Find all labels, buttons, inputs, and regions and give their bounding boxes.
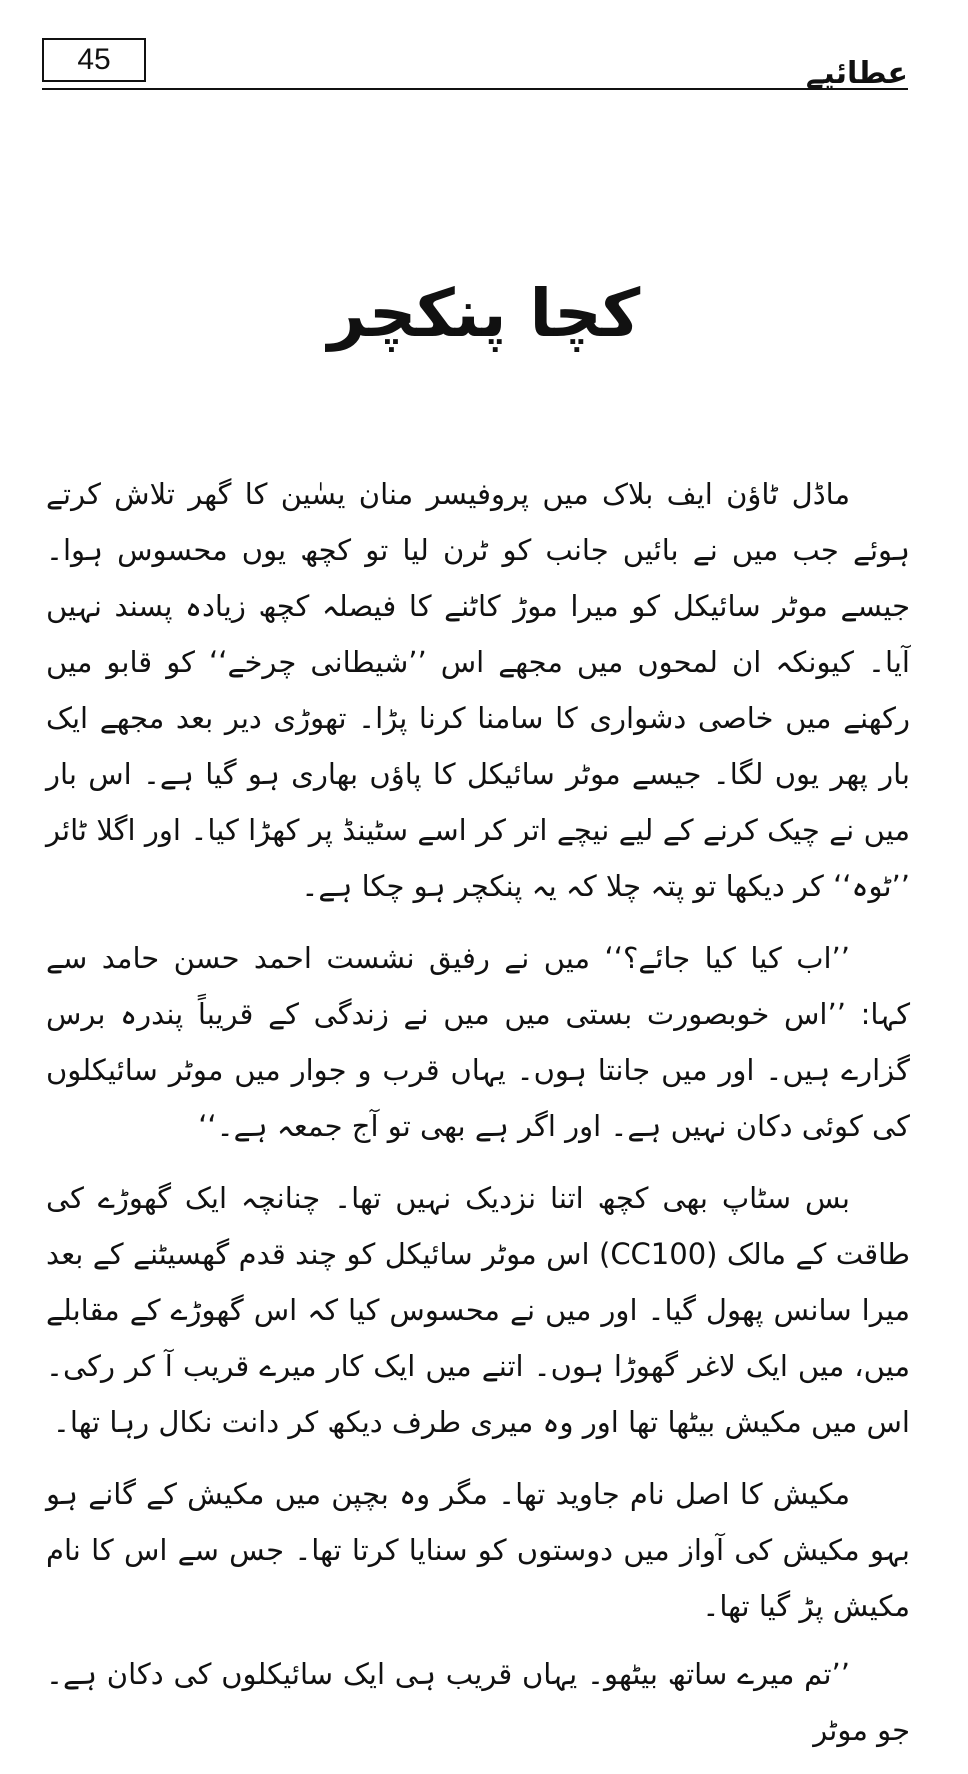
header-rule <box>42 88 908 90</box>
article-body <box>46 466 910 1774</box>
paragraph-3: بس سٹاپ بھی کچھ اتنا نزدیک نہیں تھا۔ چنانچہ ایک گھوڑے کی طاقت کے مالک (CC100) اس موٹر سائیکل کو چند قدم گھسیٹنے کے بعد میرا سانس پھول گیا۔ اور میں نے محسوس کیا کہ اس گھوڑے کے مقابلے میں، میں ایک لاغر گھوڑا ہوں۔ اتنے میں ایک کار میرے قریب آ کر رکی۔ اس میں مکیش بیٹھا تھا اور وہ میری طرف دیکھ کر دانت نکال رہا تھا۔ <box>46 1181 911 1439</box>
page-number-box <box>42 38 146 82</box>
running-head: عطائیے <box>805 56 908 91</box>
paragraph-1: ماڈل ٹاؤن ایف بلاک میں پروفیسر منان یسٰین کا گھر تلاش کرتے ہوئے جب میں نے بائیں جانب کو ٹرن لیا تو کچھ یوں محسوس ہوا۔ جیسے موٹر سائیکل کو میرا موڑ کاٹنے کا فیصلہ کچھ زیادہ پسند نہیں آیا۔ کیونکہ ان لمحوں میں مجھے اس ’’شیطانی چرخے‘‘ کو قابو میں رکھنے میں خاصی دشواری کا سامنا کرنا پڑا۔ تھوڑی دیر بعد مجھے ایک بار پھر یوں لگا۔ جیسے موٹر سائیکل کا پاؤں بھاری ہو گیا ہے۔ اس بار میں نے چیک کرنے کے لیے نیچے اتر کر اسے سٹینڈ پر کھڑا کیا۔ اور اگلا ٹائر ’’ٹوہ‘‘ کر دیکھا تو پتہ چلا کہ یہ پنکچر ہو چکا ہے۔ <box>46 477 910 903</box>
paragraph-5: ’’تم میرے ساتھ بیٹھو۔ یہاں قریب ہی ایک سائیکلوں کی دکان ہے۔ جو موٹر <box>46 1657 910 1747</box>
page-number: 45 <box>77 43 111 76</box>
article-title: کچا پنکچر <box>327 275 641 352</box>
paragraph-2: ’’اب کیا کیا جائے؟‘‘ میں نے رفیق نشست احمد حسن حامد سے کہا: ’’اس خوبصورت بستی میں میں نے زندگی کے قریباً پندرہ برس گزارے ہیں۔ اور میں جانتا ہوں۔ یہاں قرب و جوار میں موٹر سائیکلوں کی کوئی دکان نہیں ہے۔ اور اگر ہے بھی تو آج جمعہ ہے۔‘‘ <box>46 941 910 1143</box>
paragraph-4: مکیش کا اصل نام جاوید تھا۔ مگر وہ بچپن میں مکیش کے گانے ہو بہو مکیش کی آواز میں دوستوں کو سنایا کرتا تھا۔ جس سے اس کا نام مکیش پڑ گیا تھا۔ <box>46 1477 910 1623</box>
